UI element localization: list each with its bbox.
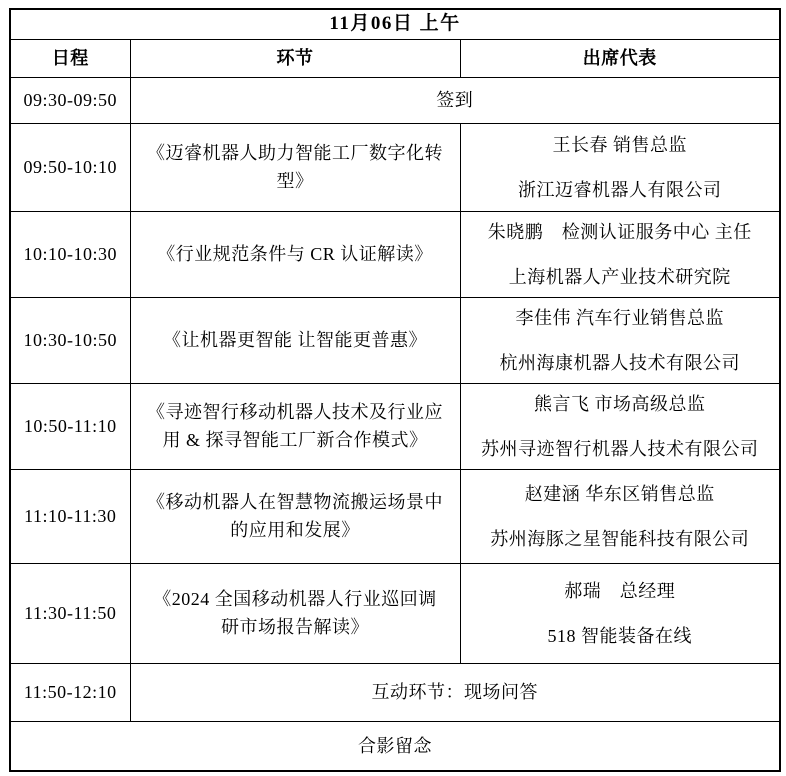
speaker-name: 李佳伟 汽车行业销售总监	[515, 307, 725, 328]
speaker-name: 朱晓鹏 检测认证服务中心 主任	[487, 221, 752, 242]
header-row	[10, 39, 780, 77]
speaker-name: 郝瑞 总经理	[564, 580, 676, 601]
col-header-speaker: 出席代表	[460, 39, 780, 77]
speaker-org: 上海机器人产业技术研究院	[508, 266, 731, 287]
session-cell: 《移动机器人在智慧物流搬运场景中的应用和发展》	[130, 469, 460, 563]
session-cell: 签到	[130, 77, 780, 123]
session-cell: 《寻迹智行移动机器人技术及行业应用 & 探寻智能工厂新合作模式》	[130, 383, 460, 469]
speaker-cell	[460, 383, 780, 469]
table-title: 11月06日 上午	[10, 9, 780, 39]
agenda-table	[9, 8, 781, 772]
speaker-org: 杭州海康机器人技术有限公司	[499, 352, 741, 373]
time-cell: 10:30-10:50	[10, 297, 130, 383]
speaker-cell	[460, 211, 780, 297]
speaker-name: 王长春 销售总监	[552, 134, 688, 155]
speaker-org: 518 智能装备在线	[547, 625, 693, 646]
session-cell: 《行业规范条件与 CR 认证解读》	[130, 211, 460, 297]
col-header-time: 日程	[10, 39, 130, 77]
session-cell: 《2024 全国移动机器人行业巡回调研市场报告解读》	[130, 563, 460, 663]
speaker-cell	[460, 123, 780, 211]
time-cell: 11:10-11:30	[10, 469, 130, 563]
speaker-name: 赵建涵 华东区销售总监	[524, 483, 715, 504]
agenda-row	[10, 469, 780, 563]
agenda-row	[10, 383, 780, 469]
time-cell: 11:30-11:50	[10, 563, 130, 663]
time-cell: 11:50-12:10	[10, 663, 130, 721]
agenda-row	[10, 563, 780, 663]
agenda-row	[10, 123, 780, 211]
time-cell: 10:50-11:10	[10, 383, 130, 469]
agenda-row-signin	[10, 77, 780, 123]
speaker-cell	[460, 469, 780, 563]
session-cell: 《让机器更智能 让智能更普惠》	[130, 297, 460, 383]
title-row	[10, 9, 780, 39]
time-cell: 10:10-10:30	[10, 211, 130, 297]
speaker-cell	[460, 563, 780, 663]
speaker-name: 熊言飞 市场高级总监	[534, 393, 706, 414]
session-cell: 《迈睿机器人助力智能工厂数字化转型》	[130, 123, 460, 211]
time-cell: 09:30-09:50	[10, 77, 130, 123]
speaker-org: 苏州寻迹智行机器人技术有限公司	[481, 438, 759, 459]
speaker-cell	[460, 297, 780, 383]
agenda-row-photo	[10, 721, 780, 771]
time-cell: 09:50-10:10	[10, 123, 130, 211]
agenda-row	[10, 297, 780, 383]
speaker-org: 苏州海豚之星智能科技有限公司	[490, 528, 750, 549]
agenda-row	[10, 211, 780, 297]
group-photo-cell: 合影留念	[10, 721, 780, 771]
agenda-row-qa	[10, 663, 780, 721]
col-header-session: 环节	[130, 39, 460, 77]
session-cell: 互动环节：现场问答	[130, 663, 780, 721]
speaker-org: 浙江迈睿机器人有限公司	[518, 179, 722, 200]
